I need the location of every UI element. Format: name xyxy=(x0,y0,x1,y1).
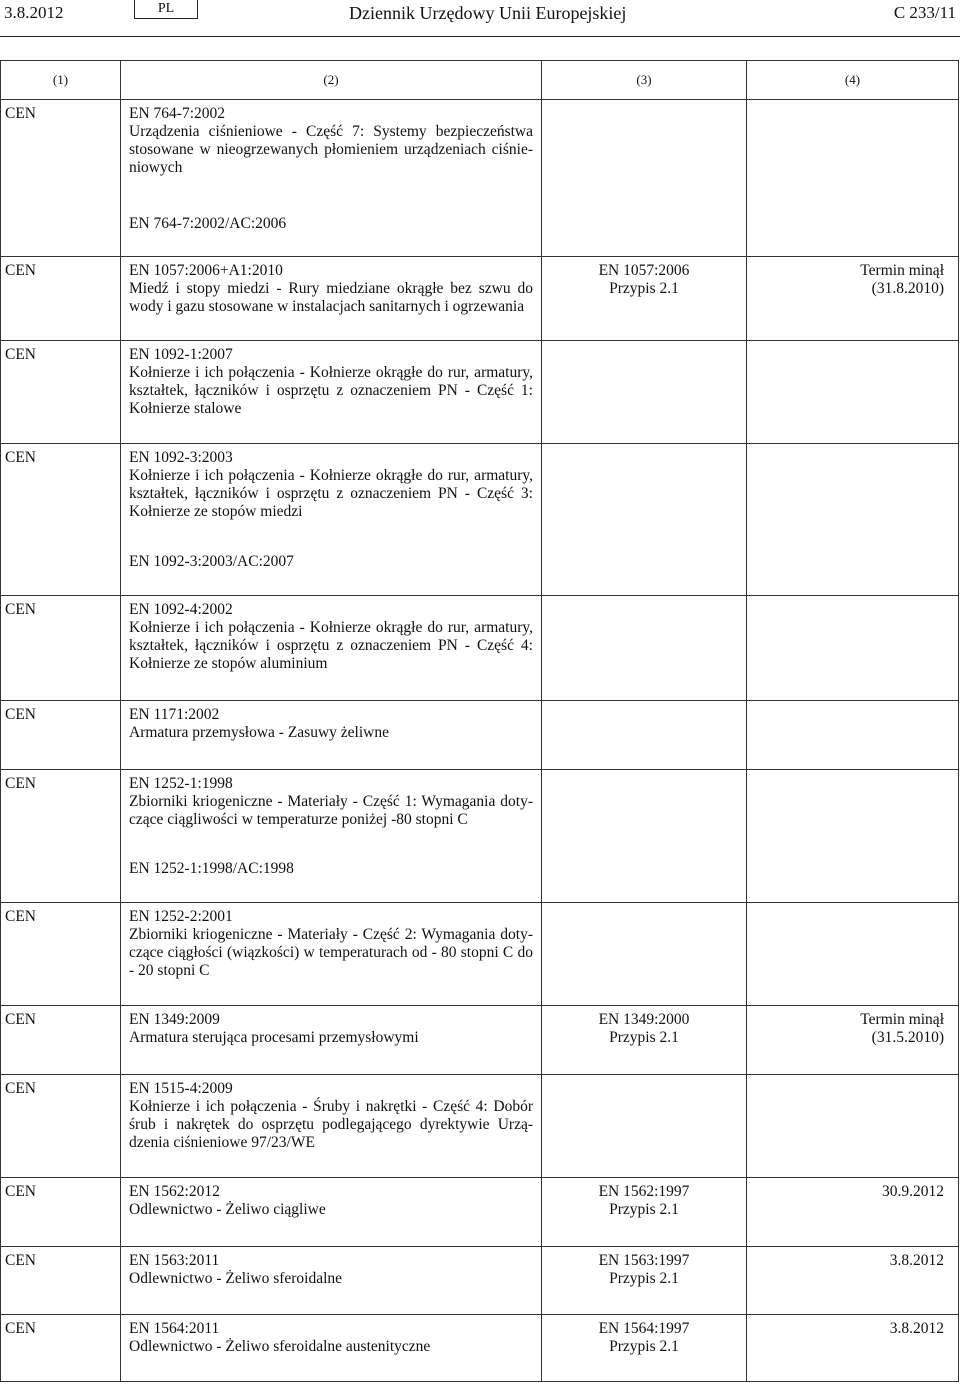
standard-reference: EN 1252-1:1998 xyxy=(129,775,233,792)
cessation-date-cell xyxy=(747,1075,959,1178)
footnote-reference: Przypis 2.1 xyxy=(609,280,679,297)
superseded-standard-cell xyxy=(542,855,747,903)
standard-cell xyxy=(121,100,542,210)
standard-title: Urządzenia ciśnieniowe - Część 7: Systemy bezpieczeństwa stosowane w nieogrzewanych płomieniem urządzeniach ciśnie-niowych xyxy=(129,123,533,176)
table-row xyxy=(1,1075,959,1178)
superseded-standard-cell xyxy=(542,596,747,701)
standard-reference: EN 764-7:2002 xyxy=(129,105,226,122)
cessation-date-cell xyxy=(747,596,959,701)
standard-reference: EN 1092-4:2002 xyxy=(129,601,233,618)
standard-cell xyxy=(121,770,542,855)
organisation-cell: CEN xyxy=(1,100,121,210)
standard-title: Odlewnictwo - Żeliwo sferoidalne xyxy=(129,1270,343,1287)
page-number: C 233/11 xyxy=(893,3,956,22)
superseded-standard-cell xyxy=(542,770,747,855)
standard-reference: EN 764-7:2002/AC:2006 xyxy=(129,214,287,232)
standard-cell xyxy=(121,855,542,903)
superseded-standard-cell xyxy=(542,1315,747,1382)
column-header: (3) xyxy=(542,61,747,100)
table-row xyxy=(1,1247,959,1315)
table-row xyxy=(1,548,959,596)
standard-cell xyxy=(121,1315,542,1382)
superseded-standard-cell xyxy=(542,257,747,341)
organisation-cell: CEN xyxy=(1,1315,121,1382)
cessation-date-cell xyxy=(747,701,959,770)
organisation-cell: CEN xyxy=(1,341,121,444)
cessation-date: 30.9.2012 xyxy=(882,1183,944,1200)
table-row xyxy=(1,701,959,770)
organisation-cell: CEN xyxy=(1,1247,121,1315)
superseded-standard-cell xyxy=(542,341,747,444)
organisation-cell xyxy=(1,210,121,257)
standard-title: Kołnierze i ich połączenia - Kołnierze okrągłe do rur, armatury, kształtek, łączników i osprzętu z oznaczeniem PN - Część 1: Kołnierze stalowe xyxy=(129,364,533,417)
standard-cell xyxy=(121,444,542,548)
superseded-standard-cell xyxy=(542,210,747,257)
table-row xyxy=(1,100,959,210)
standard-cell xyxy=(121,701,542,770)
footnote-reference: Przypis 2.1 xyxy=(609,1270,679,1287)
standard-cell xyxy=(121,1075,542,1178)
cessation-date-cell xyxy=(747,855,959,903)
page-header xyxy=(0,0,960,30)
header-divider xyxy=(0,36,960,37)
table-row xyxy=(1,1006,959,1075)
cessation-date-detail: (31.5.2010) xyxy=(871,1029,944,1046)
table-row xyxy=(1,444,959,548)
cessation-date-cell xyxy=(747,770,959,855)
standard-reference: EN 1564:2011 xyxy=(129,1320,220,1337)
column-header: (2) xyxy=(121,61,542,100)
standard-title: Odlewnictwo - Żeliwo sferoidalne austenityczne xyxy=(129,1338,431,1355)
superseded-standard-cell xyxy=(542,1006,747,1075)
cessation-date-cell xyxy=(747,903,959,1006)
standard-title: Armatura przemysłowa - Zasuwy żeliwne xyxy=(129,724,389,741)
standard-cell xyxy=(121,1247,542,1315)
standard-title: Kołnierze i ich połączenia - Kołnierze okrągłe do rur, armatury, kształtek, łączników i osprzętu z oznaczeniem PN - Część 4: Kołnierze ze stopów aluminium xyxy=(129,619,533,672)
superseded-standard-cell xyxy=(542,100,747,210)
standard-reference: EN 1563:2011 xyxy=(129,1252,220,1269)
superseded-standard-cell xyxy=(542,1075,747,1178)
cessation-date-cell xyxy=(747,1178,959,1247)
language-badge: PL xyxy=(134,0,198,19)
table-row xyxy=(1,341,959,444)
table-row xyxy=(1,257,959,341)
cessation-date-cell xyxy=(747,1315,959,1382)
footnote-reference: Przypis 2.1 xyxy=(609,1201,679,1218)
cessation-date-detail: (31.8.2010) xyxy=(871,280,944,297)
standard-reference: EN 1057:2006+A1:2010 xyxy=(129,262,283,279)
organisation-cell: CEN xyxy=(1,1075,121,1178)
organisation-cell xyxy=(1,548,121,596)
superseded-reference: EN 1349:2000 xyxy=(598,1011,690,1028)
cessation-date-cell xyxy=(747,444,959,548)
superseded-reference: EN 1562:1997 xyxy=(598,1183,690,1200)
standard-cell xyxy=(121,903,542,1006)
standard-cell xyxy=(121,341,542,444)
footnote-reference: Przypis 2.1 xyxy=(609,1029,679,1046)
superseded-reference: EN 1563:1997 xyxy=(598,1252,690,1269)
standard-reference: EN 1092-1:2007 xyxy=(129,346,233,363)
cessation-date: Termin minął xyxy=(860,1011,944,1028)
cessation-date: 3.8.2012 xyxy=(889,1320,944,1337)
standard-title: Miedź i stopy miedzi - Rury miedziane okrągłe bez szwu do wody i gazu stosowane w instalacjach sanitarnych i ogrzewania xyxy=(129,280,533,315)
cessation-date-cell xyxy=(747,548,959,596)
organisation-cell: CEN xyxy=(1,770,121,855)
superseded-standard-cell xyxy=(542,903,747,1006)
organisation-cell: CEN xyxy=(1,1178,121,1247)
standard-cell xyxy=(121,257,542,341)
cessation-date-cell xyxy=(747,257,959,341)
standard-reference: EN 1252-1:1998/AC:1998 xyxy=(129,859,294,877)
standard-title: Kołnierze i ich połączenia - Śruby i nakrętki - Część 4: Dobór śrub i nakrętek do osprzętu podlegającego dyrektywie Urzą-dzenia ciśnieniowe 97/23/WE xyxy=(129,1098,533,1151)
standard-reference: EN 1515-4:2009 xyxy=(129,1080,233,1097)
standard-cell xyxy=(121,1178,542,1247)
cessation-date: Termin minął xyxy=(860,262,944,279)
superseded-standard-cell xyxy=(542,444,747,548)
superseded-standard-cell xyxy=(542,1178,747,1247)
standard-reference: EN 1092-3:2003 xyxy=(129,449,233,466)
column-header-row xyxy=(1,61,959,100)
cessation-date-cell xyxy=(747,100,959,210)
organisation-cell: CEN xyxy=(1,257,121,341)
superseded-reference: EN 1057:2006 xyxy=(598,262,690,279)
standard-title: Zbiorniki kriogeniczne - Materiały - Część 1: Wymagania doty-czące ciągliwości w temperaturze poniżej -80 stopni C xyxy=(129,793,533,828)
standards-table xyxy=(0,60,959,1382)
superseded-standard-cell xyxy=(542,548,747,596)
standard-reference: EN 1092-3:2003/AC:2007 xyxy=(129,552,294,570)
standard-reference: EN 1171:2002 xyxy=(129,706,220,723)
organisation-cell: CEN xyxy=(1,1006,121,1075)
table-row xyxy=(1,770,959,855)
organisation-cell: CEN xyxy=(1,444,121,548)
cessation-date: 3.8.2012 xyxy=(889,1252,944,1269)
standard-cell xyxy=(121,1006,542,1075)
cessation-date-cell xyxy=(747,1247,959,1315)
standard-title: Odlewnictwo - Żeliwo ciągliwe xyxy=(129,1201,326,1218)
standard-title: Zbiorniki kriogeniczne - Materiały - Część 2: Wymagania doty-czące ciągłości (wiązkości) w temperaturach od - 80 stopni C do - 20 stopni C xyxy=(129,926,533,979)
organisation-cell: CEN xyxy=(1,701,121,770)
cessation-date-cell xyxy=(747,1006,959,1075)
standard-cell xyxy=(121,548,542,596)
standard-title: Kołnierze i ich połączenia - Kołnierze okrągłe do rur, armatury, kształtek, łączników i osprzętu z oznaczeniem PN - Część 3: Kołnierze ze stopów miedzi xyxy=(129,467,533,520)
organisation-cell xyxy=(1,855,121,903)
standard-reference: EN 1562:2012 xyxy=(129,1183,220,1200)
table-row xyxy=(1,1178,959,1247)
journal-title: Dziennik Urzędowy Unii Europejskiej xyxy=(349,3,627,23)
footnote-reference: Przypis 2.1 xyxy=(609,1338,679,1355)
table-row xyxy=(1,596,959,701)
issue-date: 3.8.2012 xyxy=(4,3,64,22)
superseded-standard-cell xyxy=(542,701,747,770)
standard-title: Armatura sterująca procesami przemysłowymi xyxy=(129,1029,419,1046)
column-header: (4) xyxy=(747,61,959,100)
cessation-date-cell xyxy=(747,210,959,257)
cessation-date-cell xyxy=(747,341,959,444)
superseded-standard-cell xyxy=(542,1247,747,1315)
standard-reference: EN 1349:2009 xyxy=(129,1011,220,1028)
column-header: (1) xyxy=(1,61,121,100)
table-row xyxy=(1,1315,959,1382)
standard-cell xyxy=(121,596,542,701)
superseded-reference: EN 1564:1997 xyxy=(598,1320,690,1337)
table-row xyxy=(1,903,959,1006)
table-row xyxy=(1,210,959,257)
table-row xyxy=(1,855,959,903)
organisation-cell: CEN xyxy=(1,903,121,1006)
standard-cell xyxy=(121,210,542,257)
standard-reference: EN 1252-2:2001 xyxy=(129,908,233,925)
organisation-cell: CEN xyxy=(1,596,121,701)
